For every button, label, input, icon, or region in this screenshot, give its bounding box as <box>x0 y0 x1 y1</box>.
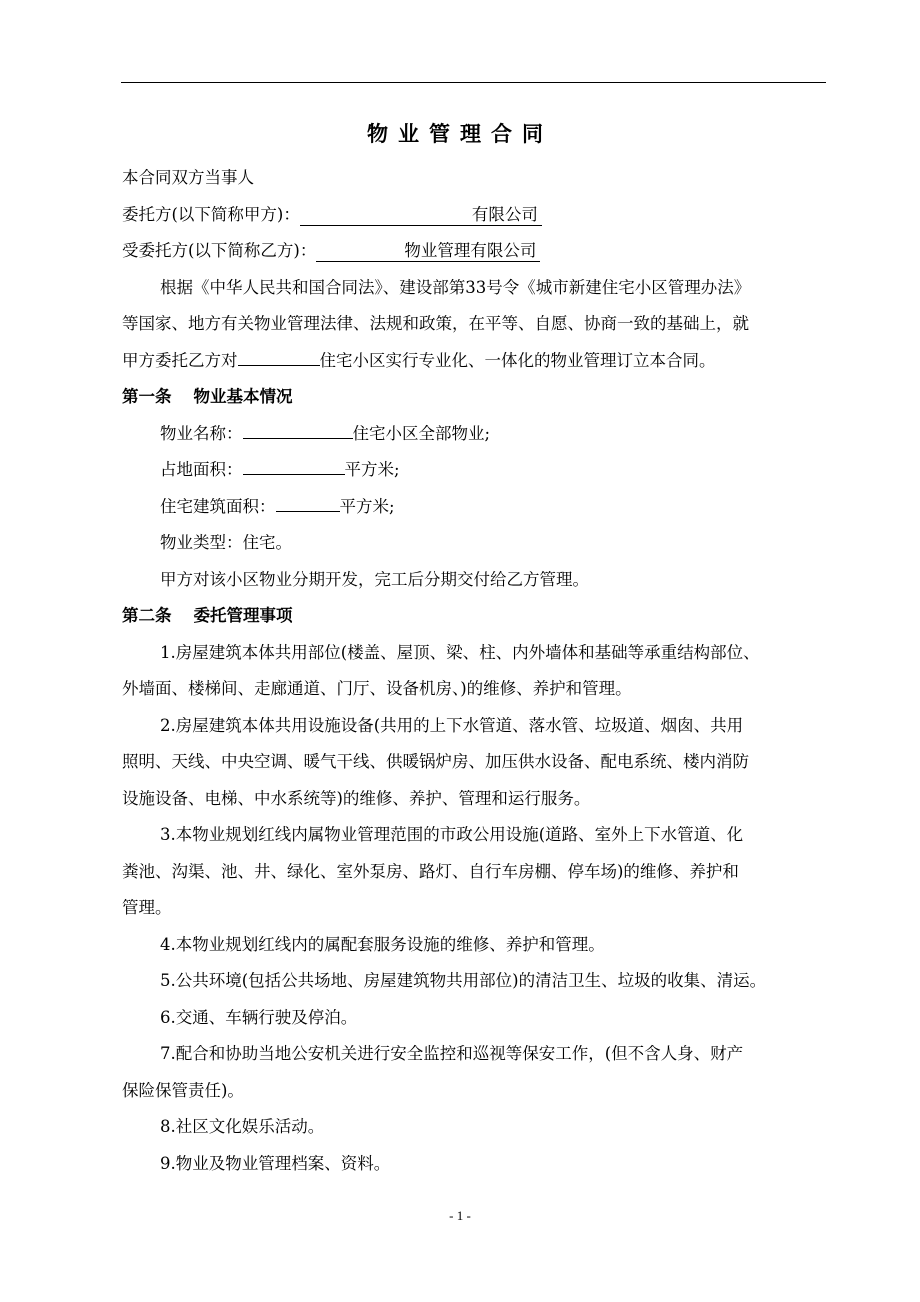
clause-line: 1.房屋建筑本体共用部位(楼盖、屋顶、梁、柱、内外墙体和基础等承重结构部位、 <box>160 642 760 662</box>
party-b-label: 受委托方(以下简称乙方)： <box>122 241 317 260</box>
clause-line: 粪池、沟渠、池、井、绿化、室外泵房、路灯、自行车房棚、停车场)的维修、养护和 <box>122 861 739 881</box>
clause-line: 8.社区文化娱乐活动。 <box>160 1117 325 1136</box>
land-area-line: 占地面积： 平方米; <box>122 452 832 489</box>
party-b-line <box>122 233 832 270</box>
clause-line: 3.本物业规划红线内属物业管理范围的市政公用设施(道路、室外上下水管道、化 <box>160 825 744 844</box>
preamble-line-1: 根据《中华人民共和国合同法》、建设部第33号令《城市新建住宅小区管理办法》 <box>160 277 751 297</box>
clause-line: 6.交通、车辆行驶及停泊。 <box>160 1007 358 1027</box>
clause-line: 保险保管责任)。 <box>122 1080 244 1100</box>
property-type-line: 物业类型：住宅。 <box>160 533 292 552</box>
parties-line: 本合同双方当事人 <box>122 168 254 187</box>
building-area-blank[interactable] <box>276 490 340 512</box>
article-2-heading: 第二条 委托管理事项 <box>122 606 293 625</box>
clause-line: 管理。 <box>122 898 172 917</box>
handover-line: 甲方对该小区物业分期开发，完工后分期交付给乙方管理。 <box>160 569 589 589</box>
preamble-line-3: 甲方委托乙方对 住宅小区实行专业化、一体化的物业管理订立本合同。 <box>122 343 832 380</box>
property-name-line: 物业名称： 住宅小区全部物业; <box>122 416 832 453</box>
preamble-line-2: 等国家、地方有关物业管理法律、法规和政策，在平等、自愿、协商一致的基础上，就 <box>122 314 749 333</box>
land-area-blank[interactable] <box>243 453 345 475</box>
clause-line: 5.公共环境(包括公共场地、房屋建筑物共用部位)的清洁卫生、垃圾的收集、清运。 <box>160 971 767 990</box>
property-name-blank[interactable] <box>243 417 353 439</box>
party-a-label: 委托方(以下简称甲方)： <box>122 204 300 224</box>
clause-line: 4.本物业规划红线内的属配套服务设施的维修、养护和管理。 <box>160 934 605 954</box>
contract-body <box>122 160 832 1182</box>
party-a-line <box>122 197 832 234</box>
community-name-blank[interactable] <box>238 344 320 366</box>
document-title: 物业管理合同 <box>367 122 553 146</box>
article-2-clauses <box>122 635 832 1183</box>
clause-line: 设施设备、电梯、中水系统等)的维修、养护、管理和运行服务。 <box>122 788 591 808</box>
clause-line: 2.房屋建筑本体共用设施设备(共用的上下水管道、落水管、垃圾道、烟囱、共用 <box>160 715 744 735</box>
clause-line: 9.物业及物业管理档案、资料。 <box>160 1153 391 1173</box>
building-area-line: 住宅建筑面积： 平方米; <box>122 489 832 526</box>
clause-line: 照明、天线、中央空调、暖气干线、供暖锅炉房、加压供水设备、配电系统、楼内消防 <box>122 752 749 771</box>
party-b-field[interactable]: 物业管理有限公司 <box>316 240 540 262</box>
clause-line: 7.配合和协助当地公安机关进行安全监控和巡视等保安工作，(但不含人身、财产 <box>160 1044 744 1063</box>
party-a-field[interactable]: 有限公司 <box>300 204 542 226</box>
clause-line: 外墙面、楼梯间、走廊通道、门厅、设备机房、)的维修、养护和管理。 <box>122 679 632 698</box>
header-rule <box>121 82 826 83</box>
article-1-heading: 第一条 物业基本情况 <box>122 387 293 406</box>
page-number: - 1 - <box>449 1208 471 1223</box>
